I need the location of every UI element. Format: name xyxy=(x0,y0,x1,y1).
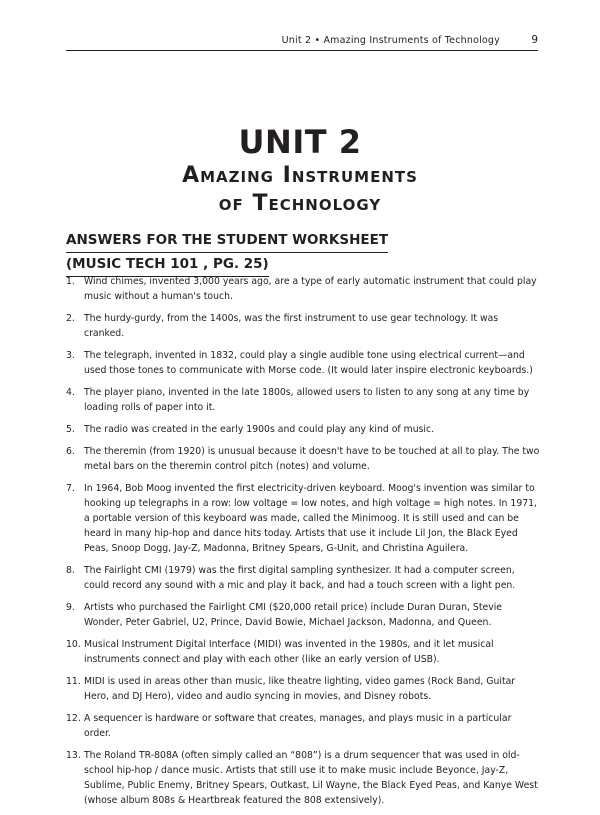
answer-item-11 xyxy=(66,674,540,704)
answer-item-6 xyxy=(66,444,540,474)
running-header xyxy=(66,32,538,51)
answer-number: 1. xyxy=(66,276,75,287)
answer-number: 3. xyxy=(66,350,75,361)
answer-list xyxy=(66,274,540,815)
answer-item-4 xyxy=(66,385,540,415)
section-heading-line-2: (MUSIC TECH 101 , PG. 25) xyxy=(66,253,269,277)
answer-item-12 xyxy=(66,711,540,741)
answer-text: The theremin (from 1920) is unusual because it doesn't have to be touched at all to play. The two metal bars on the theremin control pitch (notes) and volume. xyxy=(84,446,540,472)
answer-number: 5. xyxy=(66,424,75,435)
answer-item-7 xyxy=(66,481,540,556)
answer-text: In 1964, Bob Moog invented the first electricity-driven keyboard. Moog's invention was similar to hooking up telegraphs in a row: low voltage = low notes, and high voltage = high notes. In 1971, a portable version of this keyboard was made, called the Minimoog. It is still used and can be heard in many hip-hop and dance hits today. Artists that use it include Lil Jon, the Black Eyed Peas, Snoop Dogg, Jay-Z, Madonna, Britney Spears, G-Unit, and Christina Aguilera. xyxy=(84,483,538,554)
answer-item-10 xyxy=(66,637,540,667)
answer-number: 2. xyxy=(66,313,75,324)
answer-item-2 xyxy=(66,311,540,341)
unit-title-line-2: of Technology xyxy=(218,191,382,216)
section-heading-line-1: ANSWERS FOR THE STUDENT WORKSHEET xyxy=(66,229,388,253)
answer-item-1 xyxy=(66,274,540,304)
answer-item-9 xyxy=(66,600,540,630)
answer-item-13 xyxy=(66,748,540,808)
answer-number: 13. xyxy=(66,750,81,761)
answer-text: The radio was created in the early 1900s and could play any kind of music. xyxy=(84,424,435,435)
unit-title-line-1: Amazing Instruments xyxy=(182,163,418,188)
answer-number: 7. xyxy=(66,483,75,494)
answer-number: 12. xyxy=(66,713,81,724)
answer-number: 6. xyxy=(66,446,75,457)
running-header-title: Unit 2 • Amazing Instruments of Technology xyxy=(281,35,500,46)
answer-number: 11. xyxy=(66,676,81,687)
answer-text: The Fairlight CMI (1979) was the first digital sampling synthesizer. It had a computer screen, could record any sound with a mic and play it back, and had a touch screen with a light pen. xyxy=(84,565,516,591)
answer-number: 4. xyxy=(66,387,75,398)
answer-text: The Roland TR-808A (often simply called an “808”) is a drum sequencer that was used in old-school hip-hop / dance music. Artists that still use it to make music include Beyonce, Jay-Z, Sublime, Public Enemy, Britney Spears, Outkast, Lil Wayne, the Black Eyed Peas, and Kanye West (whose album 808s & Heartbreak featured the 808 extensively). xyxy=(84,750,538,806)
answer-text: Musical Instrument Digital Interface (MIDI) was invented in the 1980s, and it let musical instruments connect and play with each other (like an early version of USB). xyxy=(84,639,494,665)
answer-item-8 xyxy=(66,563,540,593)
answer-text: The hurdy-gurdy, from the 1400s, was the first instrument to use gear technology. It was cranked. xyxy=(84,313,499,339)
answer-text: Artists who purchased the Fairlight CMI ($20,000 retail price) include Duran Duran, Stevie Wonder, Peter Gabriel, U2, Prince, David Bowie, Michael Jackson, Madonna, and Queen. xyxy=(84,602,502,628)
answer-number: 10. xyxy=(66,639,81,650)
page-number: 9 xyxy=(531,34,538,46)
answer-number: 9. xyxy=(66,602,75,613)
answer-text: A sequencer is hardware or software that creates, manages, and plays music in a particular order. xyxy=(84,713,512,739)
answer-text: The telegraph, invented in 1832, could play a single audible tone using electrical current—and used those tones to communicate with Morse code. (It would later inspire electronic keyboards.) xyxy=(84,350,533,376)
unit-heading xyxy=(0,124,600,218)
answer-item-3 xyxy=(66,348,540,378)
answer-text: Wind chimes, invented 3,000 years ago, are a type of early automatic instrument that could play music without a human's touch. xyxy=(84,276,537,302)
answer-text: The player piano, invented in the late 1800s, allowed users to listen to any song at any time by loading rolls of paper into it. xyxy=(84,387,530,413)
answer-text: MIDI is used in areas other than music, like theatre lighting, video games (Rock Band, Guitar Hero, and DJ Hero), video and audio syncing in movies, and Disney robots. xyxy=(84,676,516,702)
answer-number: 8. xyxy=(66,565,75,576)
section-heading xyxy=(66,229,388,277)
unit-number: UNIT 2 xyxy=(238,123,362,161)
answer-item-5 xyxy=(66,422,540,437)
